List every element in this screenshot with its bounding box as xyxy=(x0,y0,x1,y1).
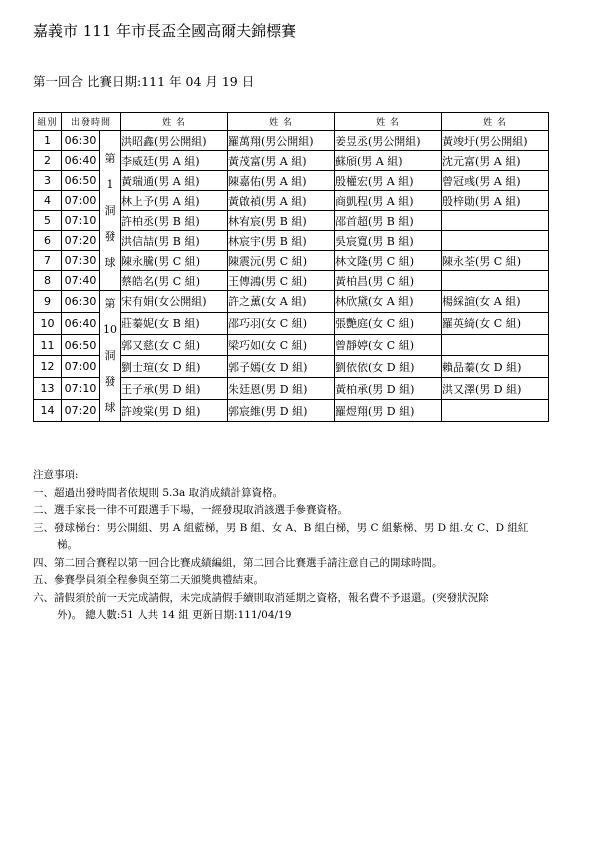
tee-time: 06:40 xyxy=(62,151,100,171)
note-text: 選手家長一律不可跟選手下場，一經發現取消該選手參賽資格。 xyxy=(54,504,348,516)
player-name: 黃茂富(男 A 組) xyxy=(228,151,335,171)
group-number: 12 xyxy=(34,356,62,378)
header-name: 姓 名 xyxy=(228,113,335,131)
note-item xyxy=(33,485,563,503)
player-name: 劉士瑄(女 D 組) xyxy=(121,356,228,378)
tee-time: 07:10 xyxy=(62,211,100,231)
player-name: 殷權宏(男 A 組) xyxy=(335,171,442,191)
player-name: 莊蓁妮(女 B 組) xyxy=(121,312,228,334)
note-item xyxy=(33,572,563,590)
player-name: 蘇頎(男 A 組) xyxy=(335,151,442,171)
note-text: 參賽學員須全程參與至第二天頒獎典禮結束。 xyxy=(54,574,264,586)
player-name: 許之薰(女 A 組) xyxy=(228,291,335,313)
note-number: 五、 xyxy=(33,574,54,586)
player-name: 劉依依(女 D 組) xyxy=(335,356,442,378)
player-name: 陳嘉佑(男 A 組) xyxy=(228,171,335,191)
round-date-line: 第一回合 比賽日期:111 年 04 月 19 日 xyxy=(33,74,255,89)
player-name: 郭子嫣(女 D 組) xyxy=(228,356,335,378)
start-hole-char: 第 xyxy=(104,151,116,165)
group-number: 13 xyxy=(34,378,62,400)
player-name: 黃竣圩(男公開組) xyxy=(442,131,549,151)
player-name: 姜昱丞(男公開組) xyxy=(335,131,442,151)
notes-section xyxy=(33,467,563,625)
tee-time: 07:10 xyxy=(62,378,100,400)
player-name: 楊綵諠(女 A 組) xyxy=(442,291,549,313)
player-name xyxy=(442,400,549,422)
player-name: 殷梓勛(男 A 組) xyxy=(442,191,549,211)
player-name: 曾冠彧(男 A 組) xyxy=(442,171,549,191)
note-text: 第二回合賽程以第一回合比賽成績編組，第二回合比賽選手請注意自己的開球時間。 xyxy=(54,556,443,569)
player-name: 陳永荃(男 C 組) xyxy=(442,251,549,271)
group-number: 7 xyxy=(34,251,62,271)
note-number: 三、 xyxy=(33,521,54,534)
player-name: 梁巧如(女 C 組) xyxy=(228,334,335,356)
tee-time: 07:00 xyxy=(62,356,100,378)
player-name: 黃柏昌(男 C 組) xyxy=(335,271,442,291)
player-name: 郭宸維(男 D 組) xyxy=(228,400,335,422)
player-name: 羅煜翔(男 D 組) xyxy=(335,400,442,422)
player-name: 吳宸寬(男 B 組) xyxy=(335,231,442,251)
player-name: 洪又澤(男 D 組) xyxy=(442,378,549,400)
player-name: 邵首超(男 B 組) xyxy=(335,211,442,231)
tee-time: 07:40 xyxy=(62,271,100,291)
header-start-time: 出發時間 xyxy=(62,113,121,131)
note-text: 超過出發時間者依規則 5.3a 取消成績計算資格。 xyxy=(54,486,284,499)
player-name: 陳永騰(男 C 組) xyxy=(121,251,228,271)
tee-time-table xyxy=(33,112,549,422)
start-hole-char: 第 xyxy=(104,297,116,310)
player-name: 洪昭鑫(男公開組) xyxy=(121,131,228,151)
player-name: 商凱程(男 A 組) xyxy=(335,191,442,211)
group-number: 8 xyxy=(34,271,62,291)
tee-time: 07:00 xyxy=(62,191,100,211)
player-name: 王傳鴻(男 C 組) xyxy=(228,271,335,291)
player-name: 羅英綺(女 C 組) xyxy=(442,312,549,334)
start-hole-char: 1 xyxy=(106,177,114,191)
note-number: 一、 xyxy=(33,486,54,499)
group-number: 1 xyxy=(34,131,62,151)
player-name: 林文隆(男 C 組) xyxy=(335,251,442,271)
start-hole-10-label xyxy=(100,291,121,422)
table-row xyxy=(34,131,549,151)
player-name: 黃柏承(男 D 組) xyxy=(335,378,442,400)
document-title: 嘉義市 111 年市長盃全國高爾夫錦標賽 xyxy=(33,22,297,40)
tee-time: 06:40 xyxy=(62,312,100,334)
player-name: 林宥宸(男 B 組) xyxy=(228,211,335,231)
note-number: 四、 xyxy=(33,556,54,569)
tee-time: 06:30 xyxy=(62,131,100,151)
tee-time: 06:30 xyxy=(62,291,100,313)
group-number: 11 xyxy=(34,334,62,356)
player-name xyxy=(442,211,549,231)
player-name: 許竣棠(男 D 組) xyxy=(121,400,228,422)
start-hole-1-label xyxy=(100,131,121,291)
player-name: 沈元富(男 A 組) xyxy=(442,151,549,171)
player-name: 蔡皓名(男 C 組) xyxy=(121,271,228,291)
player-name: 洪信喆(男 B 組) xyxy=(121,231,228,251)
player-name: 邵巧羽(女 C 組) xyxy=(228,312,335,334)
player-name: 許柏丞(男 B 組) xyxy=(121,211,228,231)
player-name: 李威廷(男 A 組) xyxy=(121,151,228,171)
note-item xyxy=(33,590,563,608)
note-continuation: 外)。 總人數:51 人共 14 組 更新日期:111/04/19 xyxy=(57,609,292,621)
table-row xyxy=(34,291,549,313)
group-number: 9 xyxy=(34,291,62,313)
start-hole-char: 球 xyxy=(104,255,116,269)
header-group: 組別 xyxy=(34,113,62,131)
group-number: 3 xyxy=(34,171,62,191)
player-name: 張艷庭(女 C 組) xyxy=(335,312,442,334)
note-item xyxy=(33,502,563,520)
player-name: 朱廷恩(男 D 組) xyxy=(228,378,335,400)
player-name: 曾靜婷(女 C 組) xyxy=(335,334,442,356)
player-name: 郭又慈(女 C 組) xyxy=(121,334,228,356)
header-name: 姓 名 xyxy=(442,113,549,131)
tee-time: 07:20 xyxy=(62,231,100,251)
tee-time: 07:20 xyxy=(62,400,100,422)
player-name xyxy=(442,334,549,356)
header-name: 姓 名 xyxy=(121,113,228,131)
note-item xyxy=(33,520,563,538)
player-name: 王子承(男 D 組) xyxy=(121,378,228,400)
header-name: 姓 名 xyxy=(335,113,442,131)
tee-time: 06:50 xyxy=(62,171,100,191)
note-continuation: 梯。 xyxy=(57,539,78,551)
start-hole-char: 球 xyxy=(104,401,116,414)
player-name: 宋有娟(女公開組) xyxy=(121,291,228,313)
group-number: 6 xyxy=(34,231,62,251)
start-hole-char: 洞 xyxy=(104,349,116,362)
player-name: 林宸宇(男 B 組) xyxy=(228,231,335,251)
player-name: 羅萬翔(男公開組) xyxy=(228,131,335,151)
player-name: 林上予(男 A 組) xyxy=(121,191,228,211)
start-hole-char: 發 xyxy=(104,229,116,243)
player-name xyxy=(442,231,549,251)
tee-time: 06:50 xyxy=(62,334,100,356)
group-number: 10 xyxy=(34,312,62,334)
note-item xyxy=(33,555,563,573)
start-hole-char: 發 xyxy=(104,375,116,388)
player-name: 陳震沅(男 C 組) xyxy=(228,251,335,271)
notes-heading: 注意事項: xyxy=(33,469,79,481)
note-text: 發球梯台：男公開組、男 A 組藍梯，男 B 組、女 A、B 組白梯，男 C 組紫梯、男 D 組.女 C、D 組紅 xyxy=(54,521,529,534)
note-number: 二、 xyxy=(33,504,54,516)
player-name: 黃瑞通(男 A 組) xyxy=(121,171,228,191)
table-header-row xyxy=(34,113,549,131)
group-number: 2 xyxy=(34,151,62,171)
player-name xyxy=(442,271,549,291)
tee-time: 07:30 xyxy=(62,251,100,271)
note-text: 請假須於前一天完成請假，未完成請假手續則取消延期之資格，報名費不予退還。(突發狀況除 xyxy=(54,591,489,604)
note-number: 六、 xyxy=(33,591,54,604)
player-name: 黃啟禎(男 A 組) xyxy=(228,191,335,211)
player-name: 林欣黛(女 A 組) xyxy=(335,291,442,313)
start-hole-char: 10 xyxy=(103,323,117,336)
group-number: 14 xyxy=(34,400,62,422)
group-number: 5 xyxy=(34,211,62,231)
start-hole-char: 洞 xyxy=(104,203,116,217)
player-name: 賴品蓁(女 D 組) xyxy=(442,356,549,378)
group-number: 4 xyxy=(34,191,62,211)
